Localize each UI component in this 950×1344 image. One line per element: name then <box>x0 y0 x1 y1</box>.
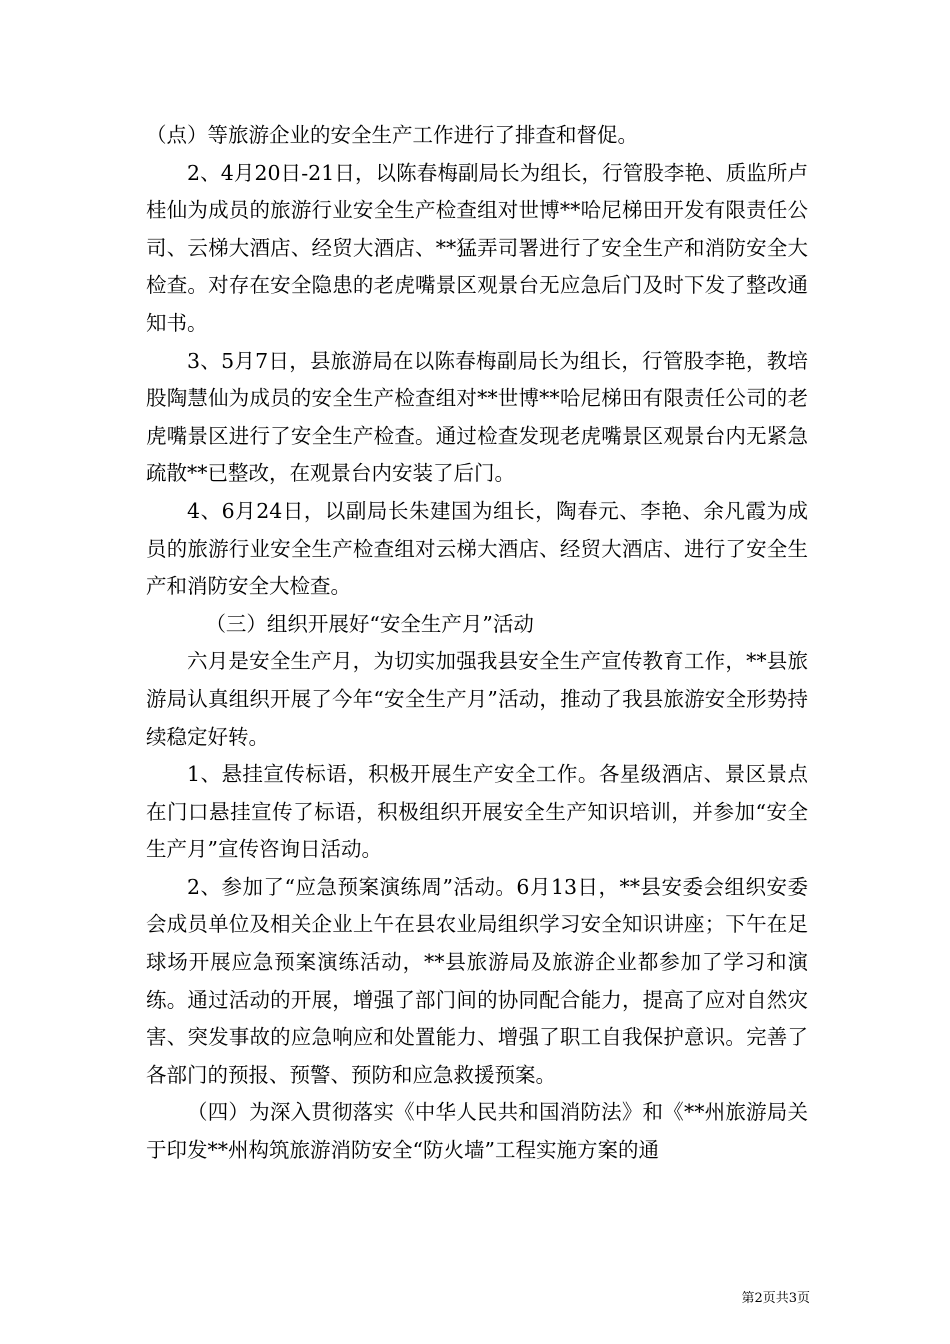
paragraph-continuation: （点）等旅游企业的安全生产工作进行了排查和督促。 <box>146 123 638 147</box>
document-body <box>146 117 808 1170</box>
paragraph-item-3-may: 3、5月7日，县旅游局在以陈春梅副局长为组长，行管股李艳，教培股陶慧仙为成员的安全生产检查组对**世博**哈尼梯田有限责任公司的老虎嘴景区进行了安全生产检查。通过检查发现老虎嘴景区观景台内无紧急疏散**已整改，在观景台内安装了后门。 <box>146 348 808 486</box>
paragraph-item-4-june: 4、6月24日，以副局长朱建国为组长，陶春元、李艳、余凡霞为成员的旅游行业安全生产检查组对云梯大酒店、经贸大酒店、进行了安全生产和消防安全大检查。 <box>146 498 808 599</box>
page-number: 第2页共3页 <box>741 1291 810 1306</box>
paragraph-item-2-drill-week: 2、参加了“应急预案演练周”活动。6月13日，**县安委会组织安委会成员单位及相关企业上午在县农业局组织学习安全知识讲座；下午在足球场开展应急预案演练活动，**县旅游局及旅游企业都参加了学习和演练。通过活动的开展，增强了部门间的协同配合能力，提高了应对自然灾害、突发事故的应急响应和处置能力、增强了职工自我保护意识。完善了各部门的预报、预警、预防和应急救援预案。 <box>146 874 808 1087</box>
section-heading-3: （三）组织开展好“安全生产月”活动 <box>205 611 534 636</box>
paragraph-item-1-slogans: 1、悬挂宣传标语，积极开展生产安全工作。各星级酒店、景区景点在门口悬挂宣传了标语，积极组织开展安全生产知识培训，并参加“安全生产月”宣传咨询日活动。 <box>146 762 808 862</box>
paragraph-safety-month: 六月是安全生产月，为切实加强我县安全生产宣传教育工作，**县旅游局认真组织开展了今年“安全生产月”活动，推动了我县旅游安全形势持续稳定好转。 <box>146 649 808 749</box>
paragraph-item-2-april: 2、4月20日-21日，以陈春梅副局长为组长，行管股李艳、质监所卢桂仙为成员的旅游行业安全生产检查组对世博**哈尼梯田开发有限责任公司、云梯大酒店、经贸大酒店、**猛弄司署进行了安全生产和消防安全大检查。对存在安全隐患的老虎嘴景区观景台无应急后门及时下发了整改通知书。 <box>146 160 808 335</box>
section-heading-4: （四）为深入贯彻落实《中华人民共和国消防法》和《**州旅游局关于印发**州构筑旅游消防安全“防火墙”工程实施方案的通 <box>146 1100 808 1163</box>
